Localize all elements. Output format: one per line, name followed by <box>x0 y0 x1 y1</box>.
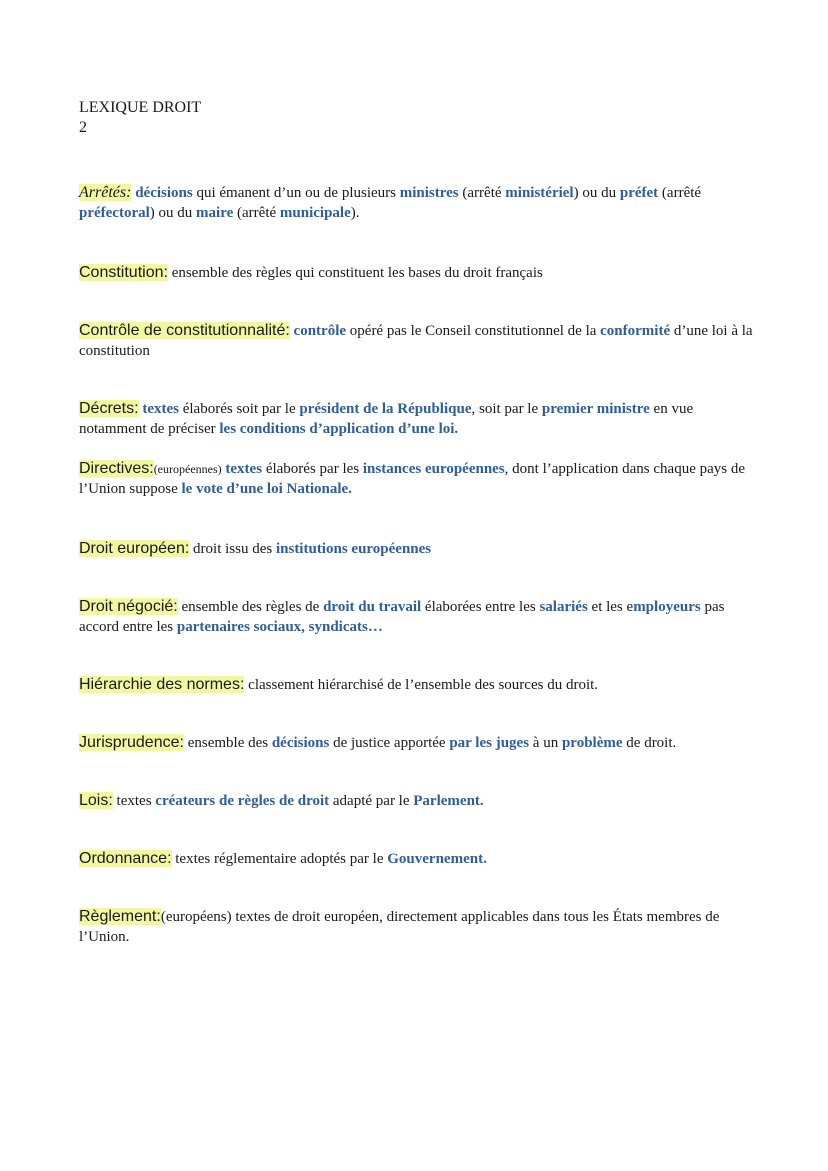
entry-keyword: président de la République <box>299 401 472 417</box>
entry-keyword: textes <box>142 401 179 417</box>
entry-hierarchie-normes <box>79 675 759 695</box>
entry-text: qui émanent d’un ou de plusieurs <box>192 185 400 201</box>
document-subtitle: 2 <box>79 119 87 136</box>
entry-keyword: droit du travail <box>323 599 422 615</box>
term-droit-europeen: Droit européen: <box>79 540 190 557</box>
term-directives: Directives: <box>79 460 154 477</box>
entry-keyword: institutions européennes <box>275 541 432 557</box>
entry-keyword: instances européennes <box>362 461 505 477</box>
entry-text: de droit. <box>622 735 677 751</box>
entry-droit-europeen <box>79 539 759 559</box>
entry-constitution <box>79 263 759 283</box>
term-controle-constitutionnalite: Contrôle de constitutionnalité: <box>79 322 290 339</box>
entry-text: (européens) textes de droit européen, directement applicables dans tous les États membres de l’Union. <box>79 909 720 945</box>
entry-text: élaborés par les <box>262 461 363 477</box>
entry-ordonnance <box>79 849 759 869</box>
entry-reglement <box>79 907 759 947</box>
entry-keyword: municipale <box>279 205 351 221</box>
term-ordonnance: Ordonnance: <box>79 850 172 867</box>
entry-keyword: ministres <box>399 185 459 201</box>
entry-keyword: décisions <box>135 185 193 201</box>
entry-keyword: Parlement. <box>413 793 484 809</box>
entry-text: et les e <box>587 599 634 615</box>
entry-text: de justice apportée <box>329 735 450 751</box>
entry-lois <box>79 791 759 811</box>
entry-arretes <box>79 183 759 223</box>
entry-text: droit issu des <box>189 541 276 557</box>
entry-keyword: ministériel <box>505 185 574 201</box>
term-constitution: Constitution: <box>79 264 168 281</box>
entry-keyword: mployeurs <box>633 599 701 615</box>
entry-keyword: partenaires sociaux, syndicats… <box>176 619 383 635</box>
entry-note: (européennes) <box>153 462 222 476</box>
entry-text: pas accord entre les <box>79 599 725 635</box>
entry-text: ) ou du <box>149 205 197 221</box>
entry-jurisprudence <box>79 733 759 753</box>
entry-text: classement hiérarchisé de l’ensemble des sources du droit. <box>244 677 599 693</box>
entry-text: textes <box>112 793 156 809</box>
term-decrets: Décrets: <box>79 400 139 417</box>
entry-keyword: par les juges <box>449 735 530 751</box>
entry-keyword: conformité <box>600 323 671 339</box>
entry-text: ensemble des règles de <box>177 599 324 615</box>
term-jurisprudence: Jurisprudence: <box>79 734 184 751</box>
entry-keyword: Gouvernement. <box>387 851 487 867</box>
entry-text: d’une loi à la constitution <box>79 323 753 359</box>
entry-text: élaborées entre les <box>421 599 540 615</box>
entry-text: (arrêté <box>233 205 280 221</box>
entry-keyword: maire <box>196 205 234 221</box>
entry-keyword: décisions <box>271 735 330 751</box>
entry-text: ) ou du <box>573 185 620 201</box>
entry-keyword: préfet <box>619 185 659 201</box>
term-lois: Lois: <box>79 792 113 809</box>
entry-text: , soit par le <box>471 401 542 417</box>
entry-directives <box>79 459 759 499</box>
entry-text: en vue notamment de préciser <box>79 401 694 437</box>
entry-text: ensemble des règles qui constituent les bases du droit français <box>167 265 543 281</box>
entry-keyword: problème <box>561 735 623 751</box>
entry-keyword: premier ministre <box>541 401 650 417</box>
entry-controle-constitutionnalite <box>79 321 759 361</box>
entry-text: , dont l’application dans chaque pays de l’Union suppose <box>79 461 746 497</box>
entry-text: textes réglementaire adoptés par le <box>171 851 388 867</box>
document-page <box>79 98 759 947</box>
entry-text: à un <box>529 735 562 751</box>
entry-keyword: créateurs de règles de droit <box>155 793 330 809</box>
entry-keyword: contrôle <box>293 323 347 339</box>
entry-text: élaborés soit par le <box>178 401 300 417</box>
entry-text: (arrêté <box>458 185 506 201</box>
entry-text: ). <box>350 205 360 221</box>
entry-text: opéré pas le Conseil constitutionnel de la <box>346 323 601 339</box>
entry-keyword: préfectoral <box>79 205 150 221</box>
entry-decrets <box>79 399 759 439</box>
entry-keyword: salariés <box>539 599 588 615</box>
entry-keyword: le vote d’une loi Nationale. <box>181 481 352 497</box>
entry-keyword: les conditions d’application d’une loi. <box>219 421 459 437</box>
entry-text: ensemble des <box>183 735 272 751</box>
entry-keyword: textes <box>225 461 263 477</box>
entry-text: (arrêté <box>658 185 702 201</box>
term-reglement: Règlement: <box>79 908 161 925</box>
entry-droit-negocie <box>79 597 759 637</box>
document-title: LEXIQUE DROIT <box>79 99 202 116</box>
term-hierarchie-normes: Hiérarchie des normes: <box>79 676 245 693</box>
entry-text: adapté par le <box>329 793 414 809</box>
term-arretes: Arrêtés: <box>79 184 132 201</box>
term-droit-negocie: Droit négocié: <box>79 598 178 615</box>
